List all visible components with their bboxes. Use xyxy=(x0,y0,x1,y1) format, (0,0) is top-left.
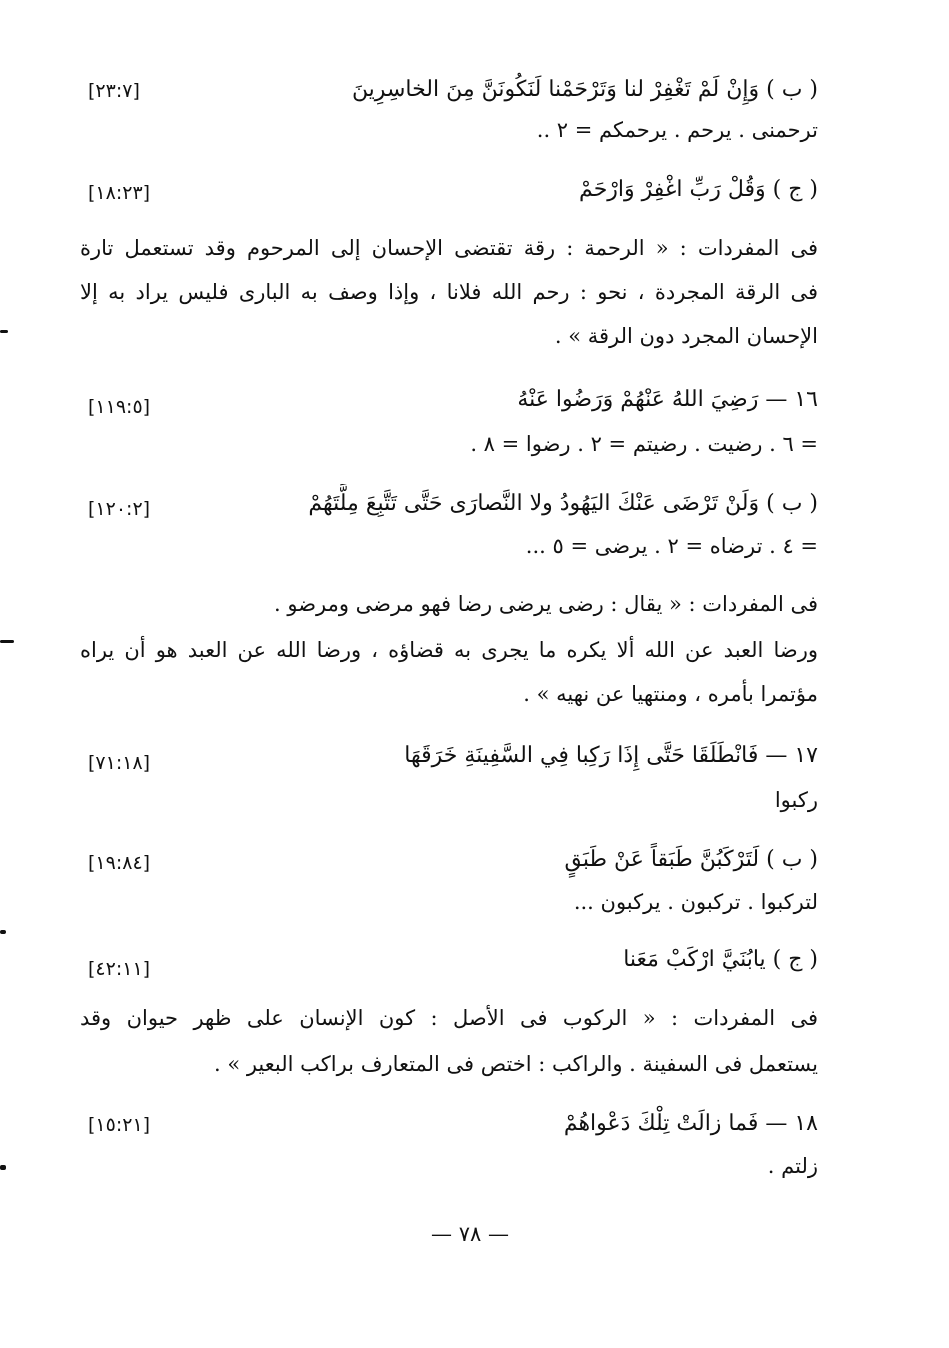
word-forms-line: = ٦ . رضيت . رضيتم = ٢ . رضوا = ٨ . xyxy=(470,432,818,456)
commentary-line: ورضا العبد عن الله ألا يكره ما يجرى به قضاؤه ، ورضا الله عن العبد هو أن يراه xyxy=(80,638,818,662)
commentary-line: فى الرقة المجردة ، نحو : رحم الله فلانا ، وإذا وصف به البارى فليس يراد به إلا xyxy=(80,280,818,304)
verse-line: ( ب ) وَلَنْ تَرْضَى عَنْكَ اليَهُودُ ولا النَّصارَى حَتَّى تَتَّبِعَ مِلَّتَهُمْ xyxy=(308,491,818,516)
scan-mark xyxy=(0,930,6,934)
verse-line: ( ب ) وَإِنْ لَمْ تَغْفِرْ لنا وَتَرْحَمْنا لَنَكُونَنَّ مِنَ الخاسِرِينَ xyxy=(351,77,818,102)
commentary-line: فى المفردات : « يقال : رضى يرضى رضا فهو مرضى ومرضو . xyxy=(274,592,818,616)
scan-mark xyxy=(0,1165,6,1170)
commentary-line: مؤتمرا بأمره ، ومنتهيا عن نهيه » . xyxy=(523,682,818,706)
commentary-line: يستعمل فى السفينة . والراكب : اختص فى المتعارف براكب البعير » . xyxy=(213,1052,818,1076)
verse-line: ١٦ — رَضِيَ اللهُ عَنْهُمْ وَرَضُوا عَنْهُ xyxy=(517,387,818,412)
verse-line: ( ج ) يابُنَيَّ ارْكَبْ مَعَنا xyxy=(623,947,818,972)
verse-reference: [٤٢:١١] xyxy=(88,958,151,980)
verse-line: ١٨ — فَما زالَتْ تِلْكَ دَعْواهُمْ xyxy=(563,1111,818,1136)
verse-reference: [١٩:٨٤] xyxy=(88,852,151,874)
word-forms-line: ركبوا xyxy=(774,788,818,812)
commentary-line: فى المفردات : « الركوب فى الأصل : كون الإنسان على ظهر حيوان وقد xyxy=(80,1006,818,1030)
commentary-line: الإحسان المجرد دون الرقة » . xyxy=(554,324,818,348)
verse-reference: [١٢٠:٢] xyxy=(88,498,151,520)
verse-reference: [٧١:١٨] xyxy=(88,752,151,774)
word-forms-line: = ٤ . ترضاه = ٢ . يرضى = ٥ ... xyxy=(525,534,818,558)
verse-reference: [٢٣:٧] xyxy=(88,80,140,102)
scan-mark xyxy=(0,640,14,643)
verse-reference: [١١٩:٥] xyxy=(88,396,151,418)
verse-line: ( ج ) وَقُلْ رَبِّ اغْفِرْ وَارْحَمْ xyxy=(579,177,818,202)
word-forms-line: ترحمنى . يرحم . يرحمكم = ٢ .. xyxy=(536,118,818,142)
page-number: — ٧٨ — xyxy=(431,1222,509,1246)
word-forms-line: لتركبوا . تركبون . يركبون ... xyxy=(573,890,818,914)
verse-line: ( ب ) لَتَرْكَبُنَّ طَبَقاً عَنْ طَبَقٍ xyxy=(564,847,818,872)
verse-reference: [١٥:٢١] xyxy=(88,1114,151,1136)
verse-reference: [١٨:٢٣] xyxy=(88,182,151,204)
commentary-line: فى المفردات : « الرحمة : رقة تقتضى الإحسان إلى المرحوم وقد تستعمل تارة xyxy=(80,236,818,260)
scan-mark xyxy=(0,330,8,333)
word-forms-line: زلتم . xyxy=(767,1154,818,1178)
verse-line: ١٧ — فَانْطَلَقَا حَتَّى إِذَا رَكِبا فِي السَّفِينَةِ خَرَقَهَا xyxy=(404,743,818,768)
